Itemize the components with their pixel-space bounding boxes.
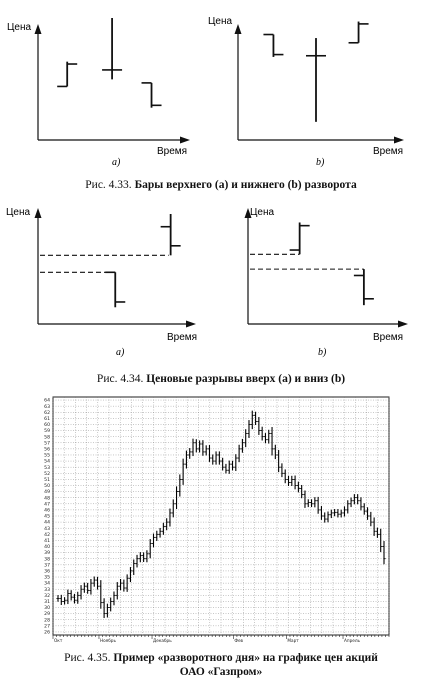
price-bar — [369, 512, 372, 526]
figure-4-33-a — [7, 18, 190, 168]
y-tick-label: 52 — [44, 471, 50, 477]
price-bar — [149, 539, 152, 558]
price-bar — [326, 511, 329, 522]
x-axis-arrowhead — [394, 137, 404, 144]
price-bar — [359, 497, 362, 510]
figure-4-33-b — [208, 16, 404, 168]
price-bar — [165, 518, 168, 530]
price-bar — [247, 420, 250, 438]
x-tick-label: Фев — [234, 638, 244, 643]
price-bar — [270, 427, 273, 455]
price-bar — [76, 592, 79, 604]
figure-4-35-price-chart — [44, 397, 389, 643]
y-tick-label: 50 — [44, 484, 50, 490]
ohlc-bar — [263, 35, 283, 57]
grid — [53, 397, 389, 635]
price-bar — [195, 439, 198, 452]
price-bar — [293, 476, 296, 490]
x-tick-label: Ноябрь — [99, 638, 116, 643]
price-bar — [290, 476, 293, 486]
price-bar — [251, 411, 254, 429]
caption-prefix: Рис. 4.34. — [96, 373, 147, 385]
y-tick-label: 49 — [44, 490, 50, 496]
price-bar — [175, 486, 178, 509]
y-tick-label: 36 — [44, 569, 50, 575]
y-tick-label: 57 — [44, 441, 50, 447]
x-axis-label: Время — [157, 146, 188, 157]
y-tick-label: 32 — [44, 593, 50, 599]
y-tick-label: 33 — [44, 587, 50, 593]
y-tick-label: 46 — [44, 508, 50, 514]
x-tick-label: Окт — [54, 638, 63, 643]
price-bar — [106, 604, 109, 618]
y-tick-label: 40 — [44, 545, 50, 551]
x-tick-labels — [53, 635, 389, 643]
caption-fig-4-35-line-2 — [0, 665, 442, 679]
caption-title: Пример «разворотного дня» на графике цен акций — [113, 652, 378, 664]
y-tick-label: 62 — [44, 410, 50, 416]
price-bar — [336, 509, 339, 517]
price-bar — [152, 534, 155, 548]
price-bar — [155, 531, 158, 541]
y-axis-label: Цена — [250, 207, 275, 218]
price-bar — [66, 590, 69, 604]
price-bar — [343, 506, 346, 516]
y-tick-label: 35 — [44, 575, 50, 581]
y-tick-label: 54 — [44, 459, 50, 465]
price-bar — [116, 582, 119, 599]
sub-label-a: a) — [112, 157, 121, 168]
y-tick-label: 61 — [44, 416, 50, 422]
caption-title-line-2: ОАО «Газпром» — [179, 666, 263, 678]
y-tick-label: 59 — [44, 429, 50, 435]
price-bar — [70, 590, 73, 600]
price-bar — [112, 591, 115, 605]
price-bar — [382, 541, 385, 564]
ohlc-bar — [290, 222, 310, 254]
figure-4-34-b — [245, 207, 409, 358]
price-bar — [313, 497, 316, 507]
x-axis-arrowhead — [180, 137, 190, 144]
y-tick-label: 58 — [44, 435, 50, 441]
caption-title: Бары верхнего (a) и нижнего (b) разворота — [134, 179, 357, 191]
price-bar — [320, 506, 323, 520]
y-tick-label: 26 — [44, 630, 50, 636]
x-tick-label: Апрель — [344, 638, 361, 643]
y-tick-label: 42 — [44, 532, 50, 538]
price-bar — [349, 497, 352, 507]
price-bar — [221, 458, 224, 471]
price-bar — [56, 595, 59, 602]
y-tick-label: 43 — [44, 526, 50, 532]
price-bar — [109, 598, 112, 612]
sub-label-b: b) — [318, 347, 327, 358]
price-bar — [162, 523, 165, 535]
price-bar — [277, 450, 280, 472]
price-bar — [103, 598, 106, 618]
price-bar — [287, 476, 290, 486]
plot-area — [57, 18, 161, 108]
y-tick-label: 47 — [44, 502, 50, 508]
price-bar — [284, 469, 287, 483]
price-bar — [267, 430, 270, 444]
price-bar — [317, 497, 320, 514]
price-bar — [379, 529, 382, 552]
ohlc-bar — [349, 22, 369, 43]
price-bar — [224, 464, 227, 474]
price-bar — [346, 500, 349, 513]
y-tick-label: 38 — [44, 557, 50, 563]
price-bar — [182, 459, 185, 485]
y-tick-label: 39 — [44, 551, 50, 557]
y-tick-label: 63 — [44, 404, 50, 410]
price-bar — [264, 433, 267, 443]
y-tick-label: 45 — [44, 514, 50, 520]
y-tick-label: 56 — [44, 447, 50, 453]
figure-4-34-a — [6, 207, 197, 358]
ohlc-bar — [354, 269, 374, 305]
plot-area — [263, 22, 368, 122]
y-tick-label: 60 — [44, 423, 50, 429]
caption-fig-4-33 — [0, 178, 442, 192]
price-bar — [257, 417, 260, 435]
y-tick-label: 44 — [44, 520, 50, 526]
y-tick-label: 53 — [44, 465, 50, 471]
caption-prefix: Рис. 4.35. — [64, 652, 114, 664]
price-bar — [323, 512, 326, 522]
price-bar — [132, 559, 135, 575]
price-bar — [340, 510, 343, 518]
price-bar — [211, 454, 214, 464]
price-bar — [201, 440, 204, 456]
sub-label-a: a) — [116, 347, 125, 358]
sub-label-b: b) — [316, 157, 325, 168]
price-bar — [79, 585, 82, 599]
price-bar — [241, 439, 244, 453]
caption-fig-4-34 — [0, 372, 442, 386]
price-bar — [208, 445, 211, 462]
y-tick-label: 51 — [44, 477, 50, 483]
price-bar — [244, 429, 247, 447]
x-axis-arrowhead — [398, 321, 408, 328]
price-bar — [214, 451, 217, 464]
caption-title: Ценовые разрывы вверх (a) и вниз (b) — [146, 373, 346, 385]
price-bar — [188, 448, 191, 459]
price-bar — [93, 577, 96, 587]
y-tick-label: 37 — [44, 563, 50, 569]
y-axis-label: Цена — [6, 207, 31, 218]
y-axis-arrowhead — [235, 24, 242, 34]
ohlc-bar — [161, 214, 181, 255]
price-bar — [89, 579, 92, 595]
caption-prefix: Рис. 4.33. — [85, 179, 135, 191]
price-bar — [63, 597, 66, 604]
y-tick-label: 29 — [44, 612, 50, 618]
price-bar — [158, 528, 161, 538]
ohlc-bar — [57, 62, 77, 87]
price-bar — [330, 510, 333, 518]
price-bar — [83, 583, 86, 593]
price-bar — [333, 509, 336, 516]
price-bar — [356, 494, 359, 504]
price-bars — [56, 411, 385, 618]
price-bar — [238, 445, 241, 462]
price-bar — [119, 579, 122, 590]
y-tick-label: 31 — [44, 600, 50, 606]
plot-area — [250, 222, 374, 305]
price-bar — [135, 555, 138, 568]
y-axis-arrowhead — [35, 208, 42, 218]
price-bar — [234, 454, 237, 471]
ohlc-bar — [306, 38, 326, 122]
price-bar — [122, 580, 125, 592]
y-tick-label: 34 — [44, 581, 50, 587]
price-bar — [373, 517, 376, 535]
y-tick-labels — [44, 398, 50, 636]
price-bar — [376, 528, 379, 538]
y-tick-label: 48 — [44, 496, 50, 502]
price-bar — [172, 499, 175, 517]
x-tick-label: Декабрь — [153, 638, 172, 643]
price-bar — [191, 439, 194, 456]
y-axis-label: Цена — [208, 16, 233, 27]
y-tick-label: 55 — [44, 453, 50, 459]
plot-area — [40, 214, 181, 307]
x-axis-label: Время — [373, 146, 404, 157]
y-tick-label: 64 — [44, 398, 50, 404]
caption-fig-4-35-line-1 — [0, 651, 442, 665]
x-axis-label: Время — [167, 332, 198, 343]
price-bar — [231, 461, 234, 471]
x-axis-label: Время — [373, 332, 404, 343]
ohlc-bar — [142, 83, 162, 108]
price-bar — [303, 491, 306, 508]
price-bar — [274, 445, 277, 459]
price-bar — [99, 580, 102, 609]
price-bar — [218, 451, 221, 464]
price-bar — [139, 552, 142, 562]
y-tick-label: 41 — [44, 539, 50, 545]
price-bar — [60, 595, 63, 605]
y-axis-label: Цена — [7, 22, 32, 33]
price-bar — [280, 463, 283, 477]
x-tick-label: Март — [287, 638, 299, 643]
x-axis-arrowhead — [186, 321, 196, 328]
price-bar — [363, 503, 366, 514]
price-bar — [145, 550, 148, 562]
y-tick-label: 28 — [44, 618, 50, 624]
y-tick-label: 27 — [44, 624, 50, 630]
price-bar — [168, 509, 171, 527]
y-axis-arrowhead — [35, 24, 42, 34]
price-bar — [307, 499, 310, 507]
ohlc-bar — [105, 272, 125, 307]
ohlc-bar — [102, 18, 122, 79]
price-bar — [261, 427, 264, 441]
price-bar — [205, 445, 208, 455]
y-tick-label: 30 — [44, 606, 50, 612]
